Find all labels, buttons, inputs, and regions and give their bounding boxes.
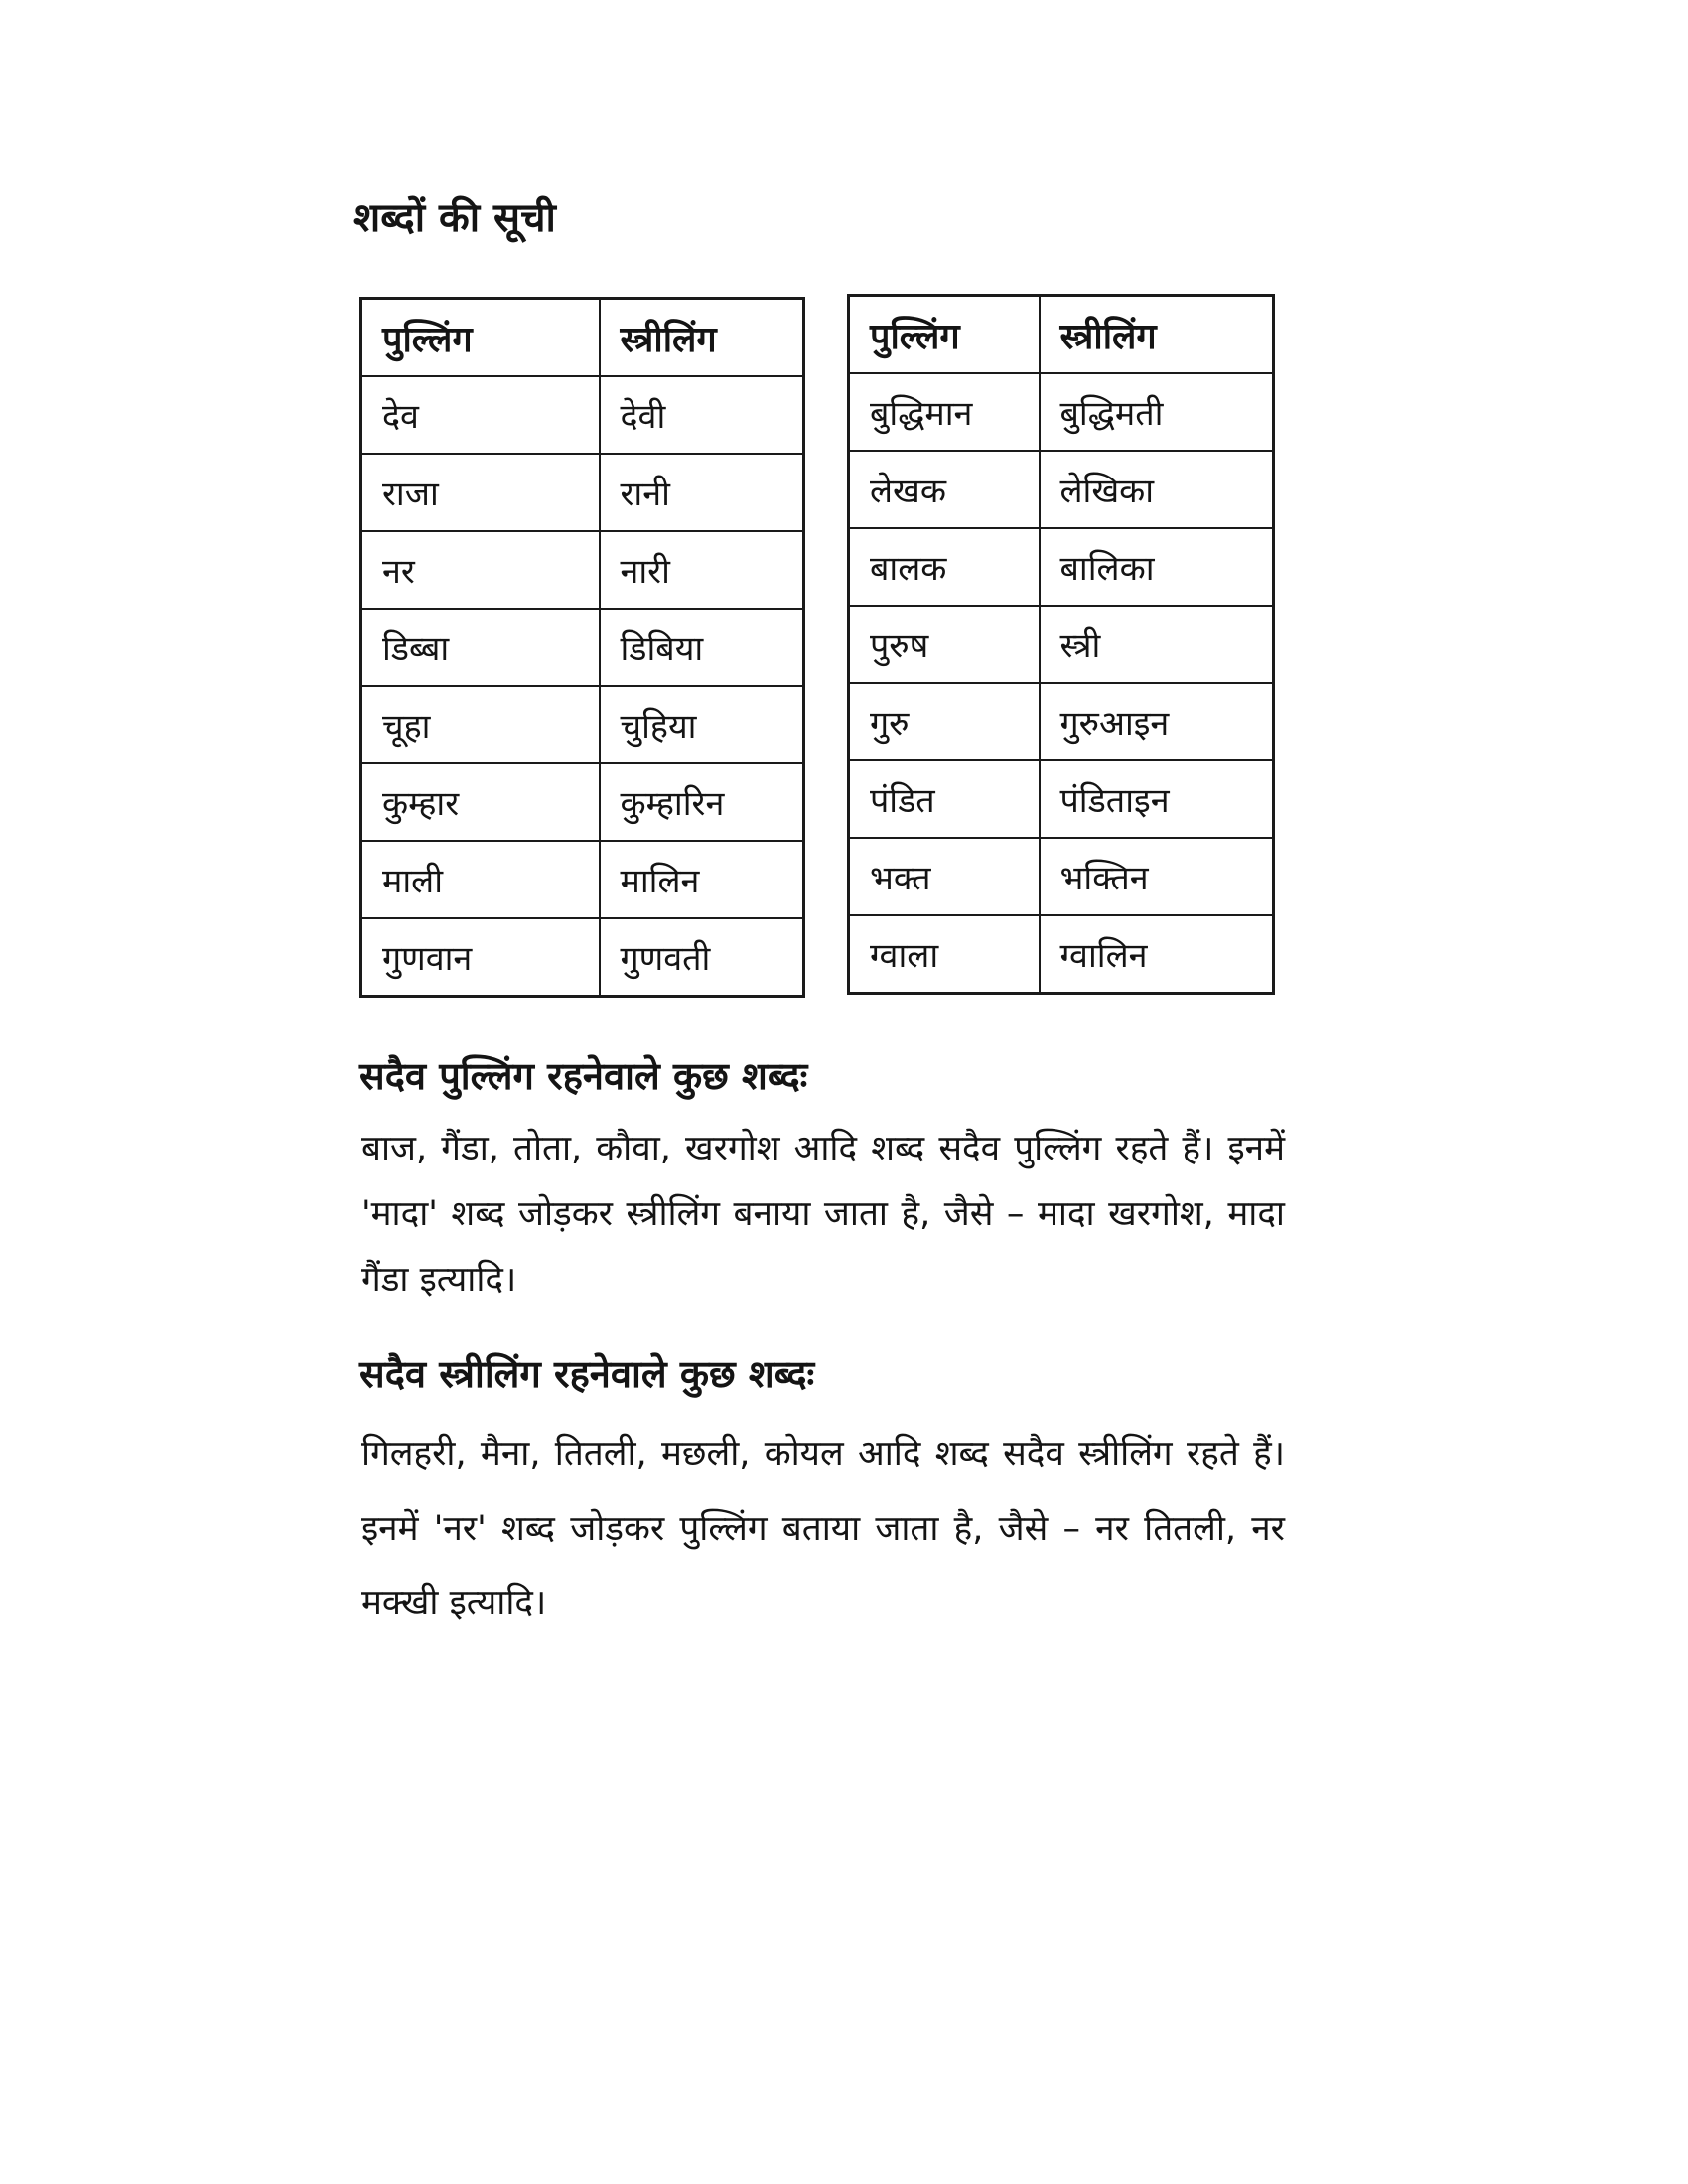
feminine-word: गुणवती [600, 918, 804, 997]
feminine-word: चुहिया [600, 686, 804, 763]
feminine-word: ग्वालिन [1040, 915, 1274, 994]
table-header-row [849, 296, 1274, 374]
table-row [361, 918, 804, 997]
feminine-word: पंडिताइन [1040, 760, 1274, 838]
table-row [849, 683, 1274, 760]
section-body-always-feminine: गिलहरी, मैना, तितली, मछली, कोयल आदि शब्द सदैव स्त्रीलिंग रहते हैं। इनमें 'नर' शब्द जोड़कर पुल्लिंग बताया जाता है, जैसे – नर तितली, नर मक्खी इत्यादि। [361, 1434, 1285, 1623]
table-row [361, 454, 804, 531]
word-list-title: शब्दों की सूची [353, 196, 556, 241]
header-feminine: स्त्रीलिंग [1040, 296, 1274, 374]
header-masculine: पुल्लिंग [849, 296, 1040, 374]
gender-table-right [847, 294, 1275, 995]
table-row [361, 841, 804, 918]
feminine-word: मालिन [600, 841, 804, 918]
masculine-word: चूहा [361, 686, 600, 763]
table-row [361, 686, 804, 763]
masculine-word: बुद्धिमान [849, 373, 1040, 451]
table-row [361, 763, 804, 841]
feminine-word: नारी [600, 531, 804, 609]
feminine-word: देवी [600, 376, 804, 454]
masculine-word: नर [361, 531, 600, 609]
table-row [361, 609, 804, 686]
section-heading-always-masculine: सदैव पुल्लिंग रहनेवाले कुछ शब्दः [359, 1054, 808, 1098]
masculine-word: ग्वाला [849, 915, 1040, 994]
masculine-word: डिब्बा [361, 609, 600, 686]
feminine-word: रानी [600, 454, 804, 531]
masculine-word: राजा [361, 454, 600, 531]
masculine-word: माली [361, 841, 600, 918]
feminine-word: स्त्री [1040, 606, 1274, 683]
table-row [849, 915, 1274, 994]
masculine-word: देव [361, 376, 600, 454]
table-row [849, 838, 1274, 915]
section-heading-always-feminine: सदैव स्त्रीलिंग रहनेवाले कुछ शब्दः [359, 1352, 815, 1396]
header-masculine: पुल्लिंग [361, 299, 600, 377]
feminine-word: गुरुआइन [1040, 683, 1274, 760]
table-row [849, 373, 1274, 451]
masculine-word: पुरुष [849, 606, 1040, 683]
masculine-word: गुणवान [361, 918, 600, 997]
section-body-always-masculine: बाज, गैंडा, तोता, कौवा, खरगोश आदि शब्द सदैव पुल्लिंग रहते हैं। इनमें 'मादा' शब्द जोड़कर स्त्रीलिंग बनाया जाता है, जैसे – मादा खरगोश, मादा गैंडा इत्यादि। [361, 1129, 1285, 1299]
gender-table-left [359, 297, 805, 998]
table-row [849, 606, 1274, 683]
masculine-word: लेखक [849, 451, 1040, 528]
masculine-word: बालक [849, 528, 1040, 606]
feminine-word: डिबिया [600, 609, 804, 686]
masculine-word: कुम्हार [361, 763, 600, 841]
header-feminine: स्त्रीलिंग [600, 299, 804, 377]
table-row [849, 528, 1274, 606]
table-row [361, 531, 804, 609]
feminine-word: कुम्हारिन [600, 763, 804, 841]
masculine-word: गुरु [849, 683, 1040, 760]
table-header-row [361, 299, 804, 377]
table-row [849, 451, 1274, 528]
table-row [849, 760, 1274, 838]
feminine-word: बालिका [1040, 528, 1274, 606]
table-row [361, 376, 804, 454]
feminine-word: बुद्धिमती [1040, 373, 1274, 451]
masculine-word: पंडित [849, 760, 1040, 838]
feminine-word: भक्तिन [1040, 838, 1274, 915]
feminine-word: लेखिका [1040, 451, 1274, 528]
masculine-word: भक्त [849, 838, 1040, 915]
